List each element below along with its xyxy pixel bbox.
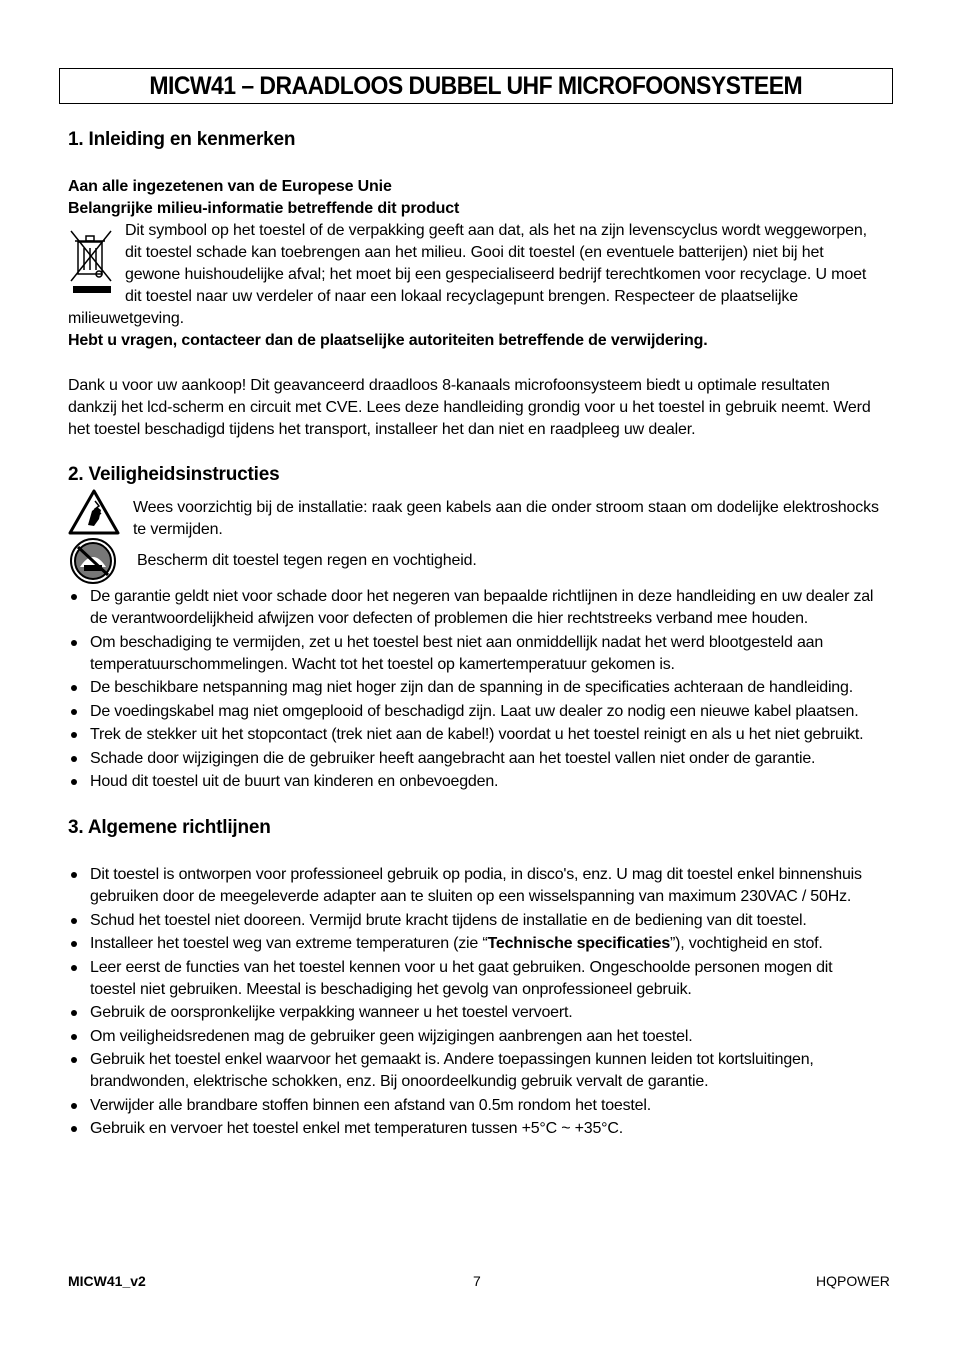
guideline-item-temperature: Installeer het toestel weg van extreme temperaturen (zie “Technische specificaties”), vochtigheid en stof. [68, 933, 890, 955]
guideline-item: Gebruik de oorspronkelijke verpakking wanneer u het toestel vervoert. [68, 1002, 890, 1024]
footer-brand: HQPOWER [816, 1273, 890, 1289]
eu-line-1: Aan alle ingezetenen van de Europese Unie [68, 178, 392, 195]
safety-bullet-list [68, 586, 890, 795]
thanks-line-3: het toestel beschadigd tijdens het transport, installeer het dan niet en raadpleeg uw dealer. [68, 421, 696, 438]
footer-page-number: 7 [473, 1273, 481, 1289]
guideline-item: Schud het toestel niet dooreen. Vermijd brute kracht tijdens de installatie en de bediening van dit toestel. [68, 910, 890, 932]
guideline-item: Om veiligheidsredenen mag de gebruiker geen wijzigingen aanbrengen aan het toestel. [68, 1026, 890, 1048]
thanks-line-2: dankzij het lcd-scherm en circuit met CVE. Lees deze handleiding grondig voor u het toestel in gebruik neemt. Werd [68, 399, 871, 416]
guideline-item: Dit toestel is ontworpen voor professioneel gebruik op podia, in disco's, enz. U mag dit toestel enkel binnenshuis gebruiken door de meegeleverde adapter aan te sluiten op een wisselspanning van maximum 230VAC / 50Hz. [68, 864, 890, 908]
electric-shock-warning-icon [68, 489, 120, 535]
safety-item: Houd dit toestel uit de buurt van kinderen en onbevoegden. [68, 771, 890, 793]
section-2-heading: 2. Veiligheidsinstructies [68, 464, 280, 485]
weee-text-line-3: gewone huishoudelijke afval; het moet bij een gespecialiseerd bedrijf terechtkomen voor recyclage. U moet [125, 266, 867, 283]
weee-text-line-2: dit toestel schade kan toebrengen aan het milieu. Gooi dit toestel (en eventuele batterijen) niet bij het [125, 244, 824, 261]
guideline-item: Gebruik en vervoer het toestel enkel met temperaturen tussen +5°C ~ +35°C. [68, 1118, 890, 1140]
guideline-item: Leer eerst de functies van het toestel kennen voor u het gaat gebruiken. Ongeschoolde personen mogen dit toestel niet gebruiken. Meestal is beschadiging het gevolg van onprofessioneel gebruik. [68, 957, 890, 1001]
safety-item: De beschikbare netspanning mag niet hoger zijn dan de spanning in de specificaties achteraan de handleiding. [68, 677, 890, 699]
guideline-item: Verwijder alle brandbare stoffen binnen een afstand van 0.5m rondom het toestel. [68, 1095, 890, 1117]
section-1-heading: 1. Inleiding en kenmerken [68, 129, 296, 150]
guidelines-bullet-list [68, 864, 890, 1142]
safety-item: Om beschadiging te vermijden, zet u het toestel best niet aan onmiddellijk nadat het werd blootgesteld aan temperatuurschommelingen. Wacht tot het toestel op kamertemperatuur gekomen is. [68, 632, 890, 676]
safety-item: Trek de stekker uit het stopcontact (trek niet aan de kabel!) voordat u het toestel reinigt en als u het niet gebruikt. [68, 724, 890, 746]
thanks-line-1: Dank u voor uw aankoop! Dit geavanceerd draadloos 8-kanaals microfoonsysteem biedt u optimale resultaten [68, 377, 830, 394]
safety-item: Schade door wijzigingen die de gebruiker heeft aangebracht aan het toestel vallen niet onder de garantie. [68, 748, 890, 770]
shock-warning-line-2: te vermijden. [133, 521, 223, 538]
footer-model-version: MICW41_v2 [68, 1273, 146, 1289]
safety-item: De voedingskabel mag niet omgeplooid of beschadigd zijn. Laat uw dealer zo nodig een nieuwe kabel plaatsen. [68, 701, 890, 723]
eu-line-2: Belangrijke milieu-informatie betreffende dit product [68, 200, 460, 217]
guideline-item: Gebruik het toestel enkel waarvoor het gemaakt is. Andere toepassingen kunnen leiden tot kortsluitingen, brandwonden, elektrische schokken, enz. Bij onoordeelkundig gebruik vervalt de garantie. [68, 1049, 890, 1093]
safety-item: De garantie geldt niet voor schade door het negeren van bepaalde richtlijnen in deze handleiding en uw dealer zal de verantwoordelijkheid afwijzen voor defecten of problemen die hier rechtstreeks verband mee houden. [68, 586, 890, 630]
shock-warning-line-1: Wees voorzichtig bij de installatie: raak geen kabels aan die onder stroom staan om dodelijke elektroshocks [133, 499, 879, 516]
contact-authorities: Hebt u vragen, contacteer dan de plaatselijke autoriteiten betreffende de verwijdering. [68, 332, 708, 349]
weee-text-line-1: Dit symbool op het toestel of de verpakking geeft aan dat, als het na zijn levenscyclus wordt weggeworpen, [125, 222, 867, 239]
weee-text-line-5: milieuwetgeving. [68, 310, 184, 327]
page-title: MICW41 – DRAADLOOS DUBBEL UHF MICROFOONSYSTEEM [149, 71, 803, 100]
rain-protection-icon [68, 537, 118, 585]
title-box [59, 68, 893, 104]
weee-text-line-4: dit toestel naar uw verdeler of naar een lokaal recyclagepunt brengen. Respecteer de plaatselijke [125, 288, 798, 305]
rain-warning: Bescherm dit toestel tegen regen en vochtigheid. [137, 552, 477, 569]
section-3-heading: 3. Algemene richtlijnen [68, 817, 271, 838]
weee-bin-icon [68, 228, 116, 296]
